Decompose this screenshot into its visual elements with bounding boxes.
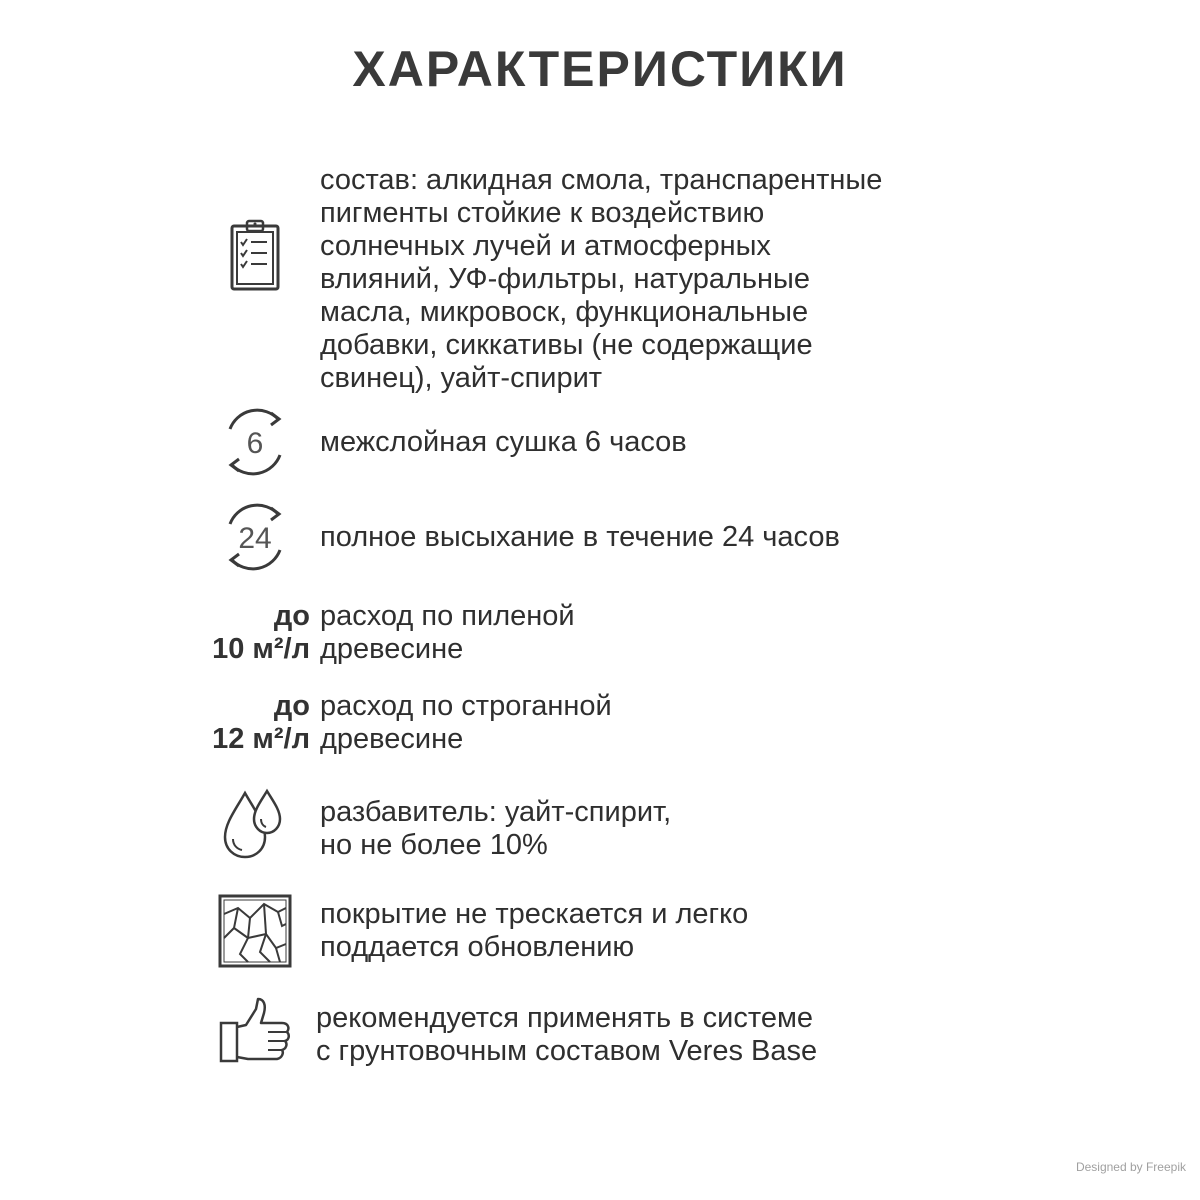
thinner-text: разбавитель: уайт-спирит, но не более 10% [320, 796, 672, 861]
cycle-6-label: 6 [246, 427, 264, 460]
clipboard-checklist-icon [210, 215, 300, 295]
thumbs-up-icon [210, 990, 300, 1070]
drops-icon [210, 785, 300, 865]
cracked-surface-icon [210, 890, 300, 972]
full-drying-text: полное высыхание в течение 24 часов [320, 521, 840, 553]
consumption-sawn-text: расход по пиленой древесине [320, 600, 575, 665]
crack-resistance-text: покрытие не трескается и легко поддается обновлению [320, 898, 749, 963]
consumption-planed-text: расход по строганной древесине [320, 690, 612, 755]
consumption-sawn-prefix: до [273, 600, 310, 632]
cycle-6-hours-icon [210, 402, 300, 482]
interlayer-drying-text: межслойная сушка 6 часов [320, 426, 687, 458]
consumption-planed-amount: 12 м²/л [212, 723, 310, 755]
consumption-sawn-amount: 10 м²/л [212, 633, 310, 665]
cycle-24-label: 24 [238, 522, 272, 555]
credit-text: Designed by Freepik [1075, 1160, 1186, 1174]
consumption-planed-value [212, 690, 310, 756]
recommendation-text: рекомендуется применять в системе с грунтовочным составом Veres Base [316, 1002, 818, 1067]
consumption-planed-prefix: до [273, 690, 310, 722]
page-title: ХАРАКТЕРИСТИКИ [352, 41, 848, 97]
composition-text: состав: алкидная смола, транспарентные пигменты стойкие к воздействию солнечных лучей и атмосферных влияний, УФ-фильтры, натуральные масла, микровоск, функциональные добавки, сиккативы (не содержащие свинец), уайт-спирит [320, 164, 883, 394]
consumption-sawn-value [212, 600, 310, 666]
cycle-24-hours-icon [210, 497, 300, 577]
